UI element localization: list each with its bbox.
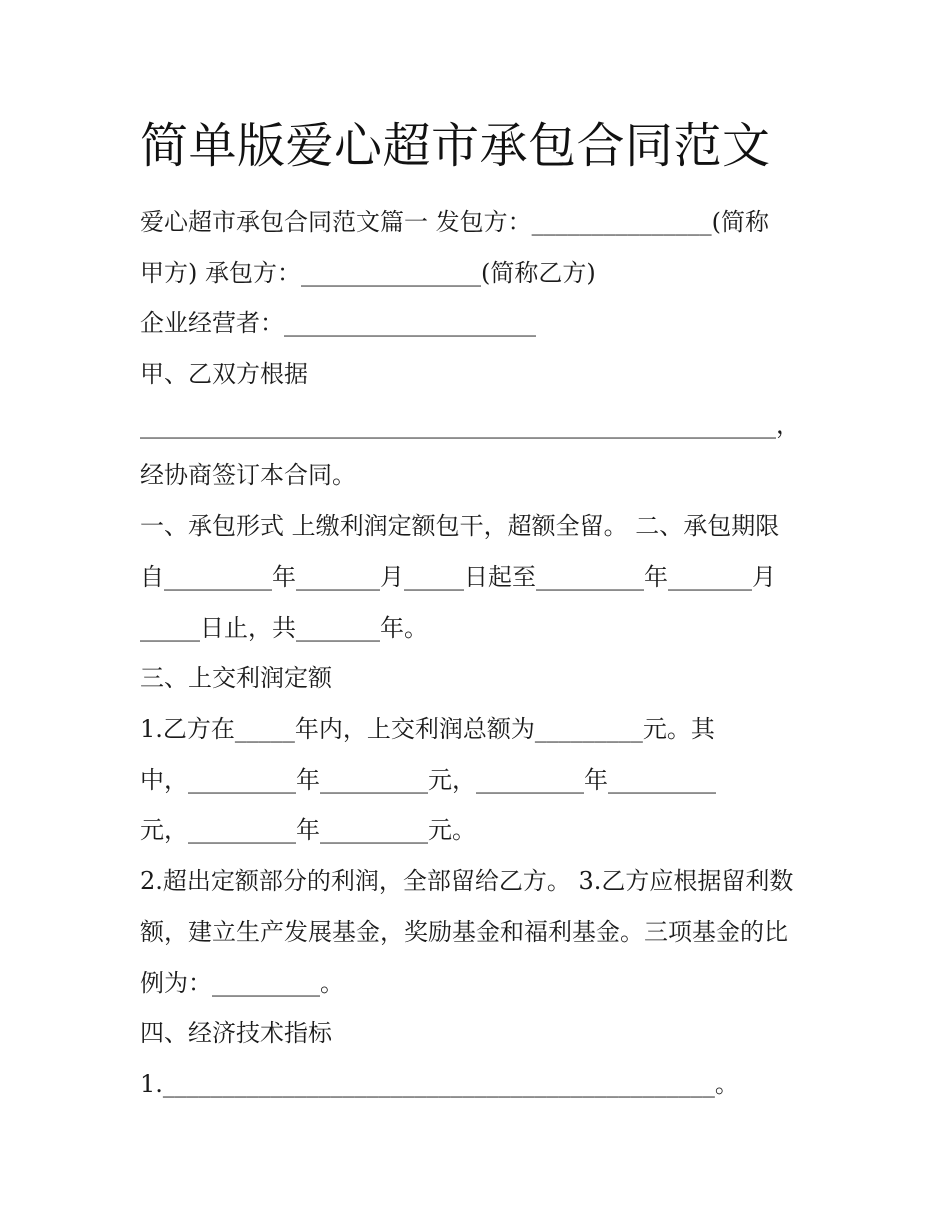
document-title: 简单版爱心超市承包合同范文 (140, 118, 771, 174)
paragraph-line: 2.超出定额部分的利润，全部留给乙方。 3.乙方应根据留利数 (140, 867, 794, 895)
paragraph-line: _____日止，共_______年。 (140, 614, 428, 642)
paragraph-line: 元，_________年_________元。 (140, 816, 476, 844)
paragraph-line: 例为：_________。 (140, 969, 344, 997)
paragraph-line: 自_________年_______月_____日起至_________年_______月 (140, 563, 776, 591)
paragraph-line: 1.乙方在_____年内，上交利润总额为_________元。其 (140, 715, 715, 743)
paragraph-line: 甲方) 承包方：_______________(简称乙方) (140, 259, 596, 287)
paragraph-line: 甲、乙双方根据 (140, 360, 308, 388)
paragraph-line: _____________________________________________________， (140, 411, 800, 439)
paragraph-line: 中，_________年_________元，_________年_________ (140, 766, 716, 794)
section-heading: 三、上交利润定额 (140, 664, 332, 692)
paragraph-line: 企业经营者：_____________________ (140, 309, 536, 337)
paragraph-line: 1.______________________________________________。 (140, 1070, 739, 1098)
section-heading: 四、经济技术指标 (140, 1019, 332, 1047)
paragraph-line: 一、承包形式 上缴利润定额包干，超额全留。 二、承包期限 (140, 512, 780, 540)
paragraph-line: 经协商签订本合同。 (140, 461, 356, 489)
paragraph-line: 爱心超市承包合同范文篇一 发包方：_______________(简称 (140, 208, 769, 236)
paragraph-line: 额，建立生产发展基金，奖励基金和福利基金。三项基金的比 (140, 918, 788, 946)
